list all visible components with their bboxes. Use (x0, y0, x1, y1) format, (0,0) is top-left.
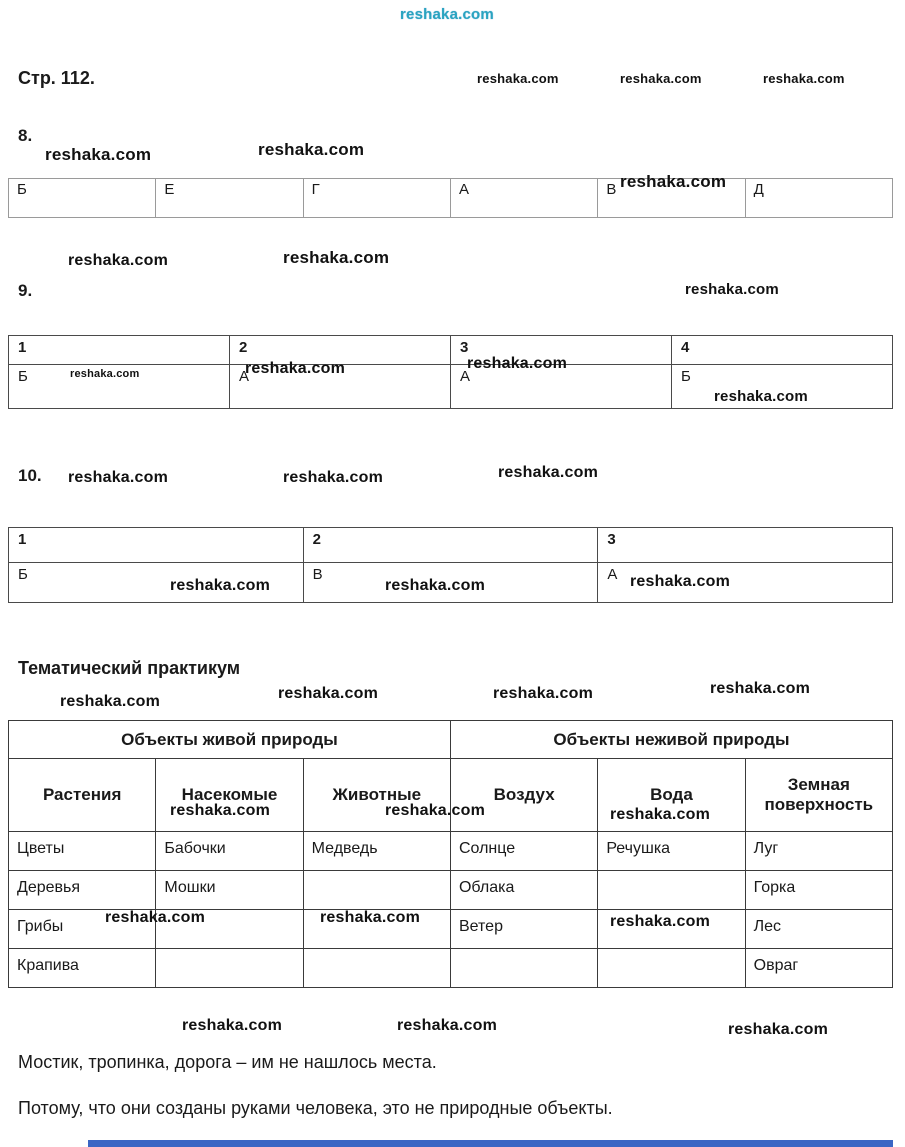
table-cell: Грибы (9, 910, 156, 949)
table-cell: Горка (745, 871, 892, 910)
table-header-cell: 3 (598, 528, 893, 563)
watermark-text: reshaka.com (70, 368, 140, 380)
table-header-row (9, 336, 893, 365)
watermark-text: reshaka.com (182, 1017, 283, 1034)
table-cell (303, 949, 450, 988)
answer-text-line1: Мостик, тропинка, дорога – им не нашлось места. (18, 1052, 437, 1072)
column-header: Земная поверхность (745, 759, 892, 832)
table-cell: Б (9, 179, 156, 218)
watermark-text: reshaka.com (630, 573, 731, 590)
table-columns-header-row (9, 759, 893, 832)
table-cell: Луг (745, 832, 892, 871)
table-cell: Деревья (9, 871, 156, 910)
watermark-text: reshaka.com (170, 577, 271, 594)
table-cell: Бабочки (156, 832, 303, 871)
table-cell: А (450, 179, 597, 218)
table-cell (156, 949, 303, 988)
answer-text-line2: Потому, что они созданы руками человека, это не природные объекты. (18, 1098, 613, 1118)
section-10-label: 10. (18, 466, 42, 485)
watermark-text: reshaka.com (763, 71, 845, 86)
table-cell: А (451, 365, 672, 409)
watermark-text: reshaka.com (685, 281, 779, 298)
watermark-text: reshaka.com (477, 71, 559, 86)
watermark-text: reshaka.com (105, 909, 206, 926)
table-cell: Крапива (9, 949, 156, 988)
group-header-living: Объекты живой природы (9, 721, 451, 759)
table-row (9, 179, 893, 218)
table-row (9, 871, 893, 910)
column-header: Насекомые (156, 759, 303, 832)
watermark-text: reshaka.com (60, 693, 161, 710)
watermark-text: reshaka.com (620, 71, 702, 86)
table-cell: Облака (450, 871, 597, 910)
page-number-label: Стр. 112. (18, 68, 95, 88)
section-9-label: 9. (18, 281, 33, 300)
watermark-text: reshaka.com (170, 802, 271, 819)
footer-bar (88, 1140, 893, 1147)
table-cell: Цветы (9, 832, 156, 871)
table-cell: Б (672, 365, 893, 409)
table-header-cell: 3 (451, 336, 672, 365)
watermark-text: reshaka.com (498, 464, 599, 481)
table-cell: В (598, 179, 745, 218)
table-cell: А (230, 365, 451, 409)
task-8-answers-table (8, 178, 893, 218)
table-header-cell: 1 (9, 336, 230, 365)
table-cell: Б (9, 563, 304, 603)
table-cell (598, 949, 745, 988)
practicum-title: Тематический практикум (18, 658, 241, 678)
watermark-text: reshaka.com (467, 355, 568, 372)
watermark-text: reshaka.com (385, 577, 486, 594)
table-cell (303, 871, 450, 910)
table-header-cell: 2 (303, 528, 598, 563)
table-cell: Е (156, 179, 303, 218)
table-header-row (9, 528, 893, 563)
table-cell (598, 871, 745, 910)
watermark-text: reshaka.com (610, 806, 711, 823)
column-header: Животные (303, 759, 450, 832)
table-cell: Мошки (156, 871, 303, 910)
watermark-text: reshaka.com (45, 145, 152, 164)
watermark-text: reshaka.com (278, 685, 379, 702)
watermark-text: reshaka.com (68, 252, 169, 269)
table-cell: Солнце (450, 832, 597, 871)
table-header-cell: 1 (9, 528, 304, 563)
table-cell (450, 949, 597, 988)
nature-objects-table (8, 720, 893, 988)
watermark-text: reshaka.com (610, 913, 711, 930)
watermark-text: reshaka.com (283, 469, 384, 486)
table-row (9, 949, 893, 988)
watermark-text: reshaka.com (397, 1017, 498, 1034)
watermark-text: reshaka.com (400, 6, 494, 23)
table-header-cell: 2 (230, 336, 451, 365)
watermark-text: reshaka.com (710, 680, 811, 697)
watermark-text: reshaka.com (320, 909, 421, 926)
table-cell: Г (303, 179, 450, 218)
watermark-text: reshaka.com (728, 1021, 829, 1038)
table-row (9, 832, 893, 871)
watermark-text: reshaka.com (245, 360, 346, 377)
table-cell: Б (9, 365, 230, 409)
watermark-text: reshaka.com (493, 685, 594, 702)
table-cell: Ветер (450, 910, 597, 949)
table-cell: В (303, 563, 598, 603)
table-cell: А (598, 563, 893, 603)
column-header: Вода (598, 759, 745, 832)
table-group-header-row (9, 721, 893, 759)
table-cell: Медведь (303, 832, 450, 871)
watermark-text: reshaka.com (283, 248, 390, 267)
table-cell: Речушка (598, 832, 745, 871)
watermark-text: reshaka.com (385, 802, 486, 819)
watermark-text: reshaka.com (714, 388, 808, 405)
group-header-nonliving: Объекты неживой природы (450, 721, 892, 759)
section-8-label: 8. (18, 126, 33, 145)
column-header: Растения (9, 759, 156, 832)
watermark-text: reshaka.com (68, 469, 169, 486)
table-cell: Д (745, 179, 892, 218)
watermark-text: reshaka.com (258, 140, 365, 159)
column-header: Воздух (450, 759, 597, 832)
table-header-cell: 4 (672, 336, 893, 365)
table-cell: Лес (745, 910, 892, 949)
watermark-text: reshaka.com (620, 172, 727, 191)
table-cell: Овраг (745, 949, 892, 988)
